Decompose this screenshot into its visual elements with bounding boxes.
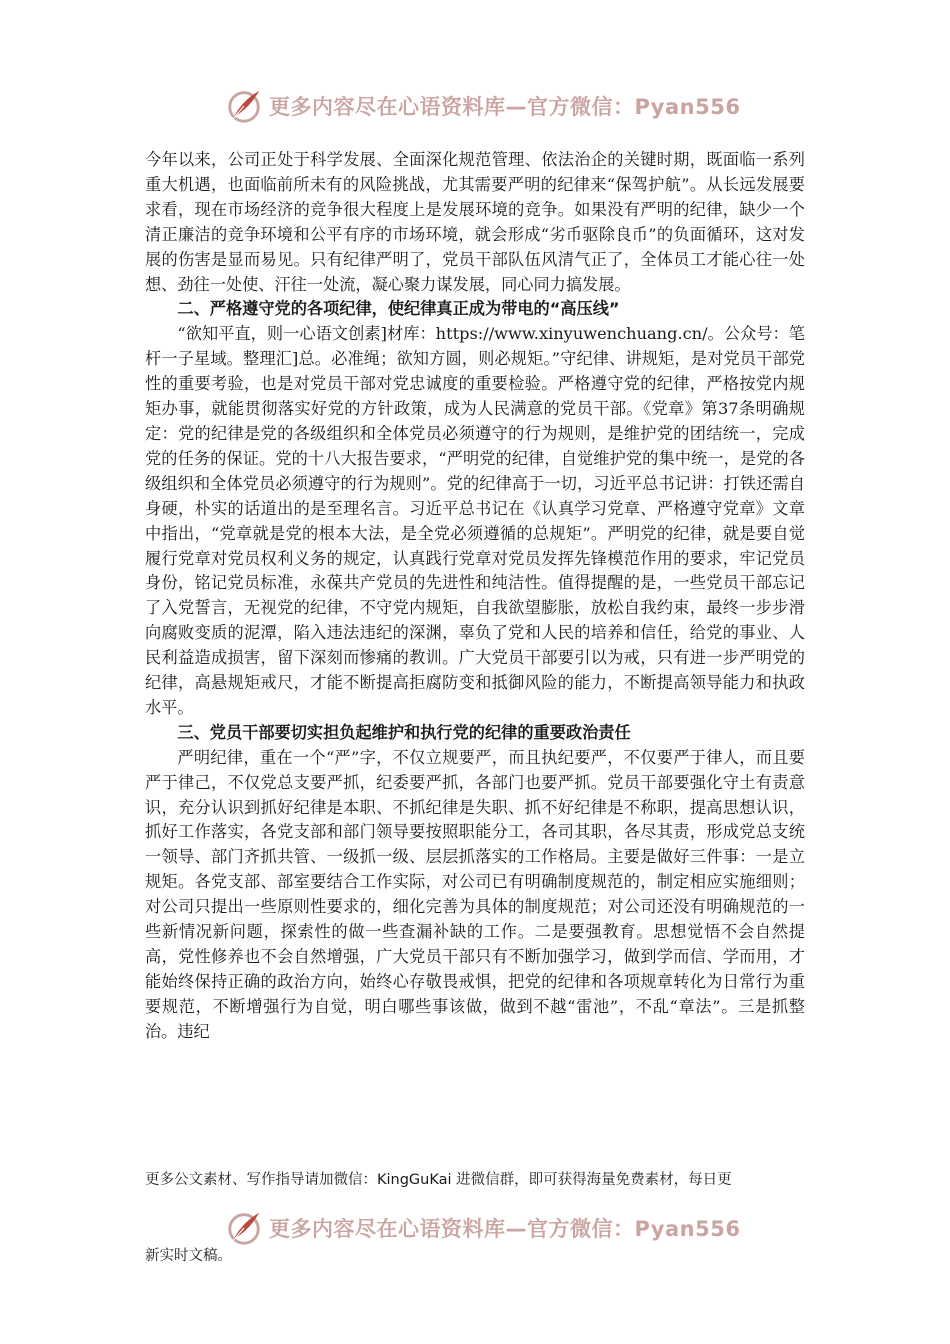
footer-promo-line-2: 新实时文稿。 <box>145 1248 232 1264</box>
document-body <box>145 148 805 1045</box>
paragraph-intro: 今年以来，公司正处于科学发展、全面深化规范管理、依法治企的关键时期，既面临一系列重大机遇，也面临前所未有的风险挑战，尤其需要严明的纪律来“保驾护航”。从长远发展要求看，现在市场经济的竞争很大程度上是发展环境的竞争。如果没有严明的纪律，缺少一个清正廉洁的竞争环境和公平有序的市场环境，就会形成“劣币驱除良币”的负面循环，这对发展的伤害是显而易见。只有纪律严明了，党员干部队伍风清气正了，全体员工才能心往一处想、劲往一处使、汗往一处流，凝心聚力谋发展，同心同力搞发展。 <box>145 150 805 294</box>
feather-pen-logo-icon <box>225 1209 263 1247</box>
section-heading-2: 二、严格遵守党的各项纪律，使纪律真正成为带电的“高压线” <box>177 299 620 319</box>
footer-promo-line-1: 更多公文素材、写作指导请加微信：KingGuKai 进微信群，即可获得海量免费素材，每日更 <box>145 1172 732 1188</box>
section-heading-3: 三、党员干部要切实担负起维护和执行党的纪律的重要政治责任 <box>177 722 631 742</box>
footer-watermark <box>225 1206 740 1250</box>
header-watermark <box>225 84 740 128</box>
feather-pen-logo-icon <box>225 87 263 125</box>
paragraph-section-3: 严明纪律，重在一个“严”字，不仅立规要严，而且执纪要严，不仅要严于律人，而且要严于律己，不仅党总支要严抓，纪委要严抓，各部门也要严抓。党员干部要强化守土有责意识，充分认识到抓好纪律是本职、不抓纪律是失职、抓不好纪律是不称职，提高思想认识，抓好工作落实，各党支部和部门领导要按照职能分工，各司其职，各尽其责，形成党总支统一领导、部门齐抓共管、一级抓一级、层层抓落实的工作格局。主要是做好三件事：一是立规矩。各党支部、部室要结合工作实际，对公司已有明确制度规范的，制定相应实施细则；对公司只提出一些原则性要求的，细化完善为具体的制度规范；对公司还没有明确规范的一些新情况新问题，探索性的做一些查漏补缺的工作。二是要强教育。思想觉悟不会自然提高，党性修养也不会自然增强，广大党员干部只有不断加强学习，做到学而信、学而用，才能始终保持正确的政治方向，始终心存敬畏戒惧，把党的纪律和各项规章转化为日常行为重要规范，不断增强行为自觉，明白哪些事该做，做到不越“雷池”，不乱“章法”。三是抓整治。违纪 <box>145 747 805 1041</box>
watermark-text: 更多内容尽在心语资料库—官方微信：Pyan556 <box>269 95 741 119</box>
watermark-text: 更多内容尽在心语资料库—官方微信：Pyan556 <box>269 1217 741 1241</box>
paragraph-section-2: “欲知平直，则一心语文创素]材库：https://www.xinyuwenchuang.cn/。公众号：笔杆一子星域。整理汇]总。必准绳；欲知方圆，则必规矩。”守纪律、讲规矩，是对党员干部党性的重要考验，也是对党员干部对党忠诚度的重要检验。严格遵守党的纪律，严格按党内规矩办事，就能贯彻落实好党的方针政策，成为人民满意的党员干部。《党章》第37条明确规定：党的纪律是党的各级组织和全体党员必须遵守的行为规则，是维护党的团结统一，完成党的任务的保证。党的十八大报告要求，“严明党的纪律，自觉维护党的集中统一，是党的各级组织和全体党员必须遵守的行为规则”。党的纪律高于一切，习近平总书记讲：打铁还需自身硬，朴实的话道出的是至理名言。习近平总书记在《认真学习党章、严格遵守党章》文章中指出，“党章就是党的根本大法，是全党必须遵循的总规矩”。严明党的纪律，就是要自觉履行党章对党员权利义务的规定，认真践行党章对党员发挥先锋模范作用的要求，牢记党员身份，铭记党员标准，永葆共产党员的先进性和纯洁性。值得提醒的是，一些党员干部忘记了入党誓言，无视党的纪律，不守党内规矩，自我欲望膨胀，放松自我约束，最终一步步滑向腐败变质的泥潭，陷入违法违纪的深渊，辜负了党和人民的培养和信任，给党的事业、人民利益造成损害，留下深刻而惨痛的教训。广大党员干部要引以为戒，只有进一步严明党的纪律，高悬规矩戒尺，才能不断提高拒腐防变和抵御风险的能力，不断提高领导能力和执政水平。 <box>145 324 805 717</box>
